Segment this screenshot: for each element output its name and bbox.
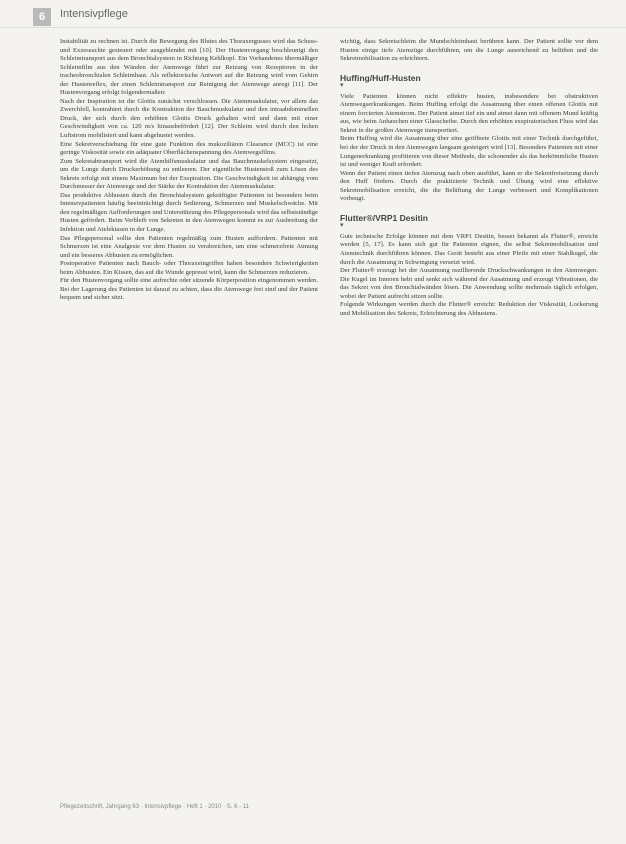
right-column xyxy=(340,38,598,318)
right-paragraph-7: Folgende Wirkungen werden durch die Flutter® erreicht: Reduktion der Viskosität, Lockerung und Mobilisation des Sekrets, Erleichterung des Abhustens. xyxy=(340,301,598,317)
right-paragraph-3: Beim Huffing wird die Ausatmung über eine geöffnete Glottis mit einer Technik durchgeführt, bei der der Druck in den Atemwegen langsam gesteigert wird [13]. Besonders Patienten mit einer Lungenerkrankung profitieren von dieser Methode, die schonender als das herkömmliche Husten ist und weniger Kraft erfordert. xyxy=(340,135,598,169)
left-paragraph-8: Für den Hustenvorgang sollte eine aufrechte oder sitzende Körperposition eingenommen werden. Bei der Lagerung des Patienten ist darauf zu achten, dass die Atemwege frei sind und der Patient bequem und sicher sitzt. xyxy=(60,277,318,302)
heading-huffing: Huffing/Huff-Husten xyxy=(340,72,421,83)
right-paragraph-1: wichtig, dass Sekretschleim die Mundschleimhaut berühren kann. Der Patient sollte vor dem Husten einige tiefe Atemzüge durchführen, um die Lunge ausreichend zu belüften und die Sekretmobilisation zu erleichtern. xyxy=(340,38,598,63)
left-paragraph-4: Zum Sekretabtransport wird die Atemhilfsmuskulatur und das Bauchmuskelsystem eingesetzt, um die Lunge durch Druckerhöhung zu entleeren. Der eigentliche Hustenstoß zum Lösen des Sekrets erfolgt mit einem Maximum bei der Exspiration. Die Geschwindigkeit ist abhängig vom Durchmesser der Atemwege und der Stärke der Kontraktion der Atemmuskulatur. xyxy=(60,157,318,191)
heading-marker-icon: ▾ xyxy=(340,82,344,90)
left-paragraph-6: Das Pflegepersonal sollte den Patienten regelmäßig zum Husten auffordern. Patienten mit Schmerzen ist eine Analgesie vor dem Husten zu verabreichen, um eine schmerzfreie Atmung und ein besseres Abhusten zu ermöglichen. xyxy=(60,234,318,259)
left-paragraph-7: Postoperative Patienten nach Bauch- oder Thoraxeingriffen haben besondere Schwierigkeiten beim Abhusten. Ein Kissen, das auf die Wunde gepresst wird, kann die Schmerzen reduzieren. xyxy=(60,260,318,276)
right-paragraph-2: Viele Patienten können nicht effektiv husten, insbesondere bei obstruktiven Atemwegserkrankungen. Beim Huffing erfolgt die Ausatmung über einen offenen Glottis mit einem forcierten Atemstrom. Der Patient atmet tief ein und atmet dann mit offenem Mund kräftig aus, wie beim Anhauchen einer Glasscheibe. Durch den erhöhten exspiratorischen Fluss wird das Sekret in die großen Atemwege transportiert. xyxy=(340,92,598,134)
section-label: Intensivpflege xyxy=(60,8,128,20)
page-number: 6 xyxy=(33,8,51,26)
page-footer: Pflegezeitschrift, Jahrgang 63 · Intensivpflege · Heft 1 · 2010 · S. 6 - 11 xyxy=(60,804,249,810)
left-paragraph-3: Eine Sekretverschiebung für eine gute Funktion des mukoziliären Clearance (MCC) ist eine geringe Viskosität sowie ein adäquater Oberflächenspannung des Atemwegsfilms. xyxy=(60,140,318,157)
left-column xyxy=(60,38,318,303)
left-paragraph-2: Nach der Inspiration ist die Glottis zunächst verschlossen. Die Atemmuskulatur, vor allem das Zwerchfell, kontrahiert durch die Kontraktion der Bauchmuskulatur und den intraabdominellen Druck, der sich durch den erhöhten Glottis Druck gehalten wird und dann mit einer Geschwindigkeit von ca. 120 m/s hinausbefördert [12]. Der Schleim wird durch den hohen Luftstrom mobilisiert und kann abgehustet werden. xyxy=(60,97,318,140)
right-paragraph-6: Der Flutter® erzeugt bei der Ausatmung oszillierende Druckschwankungen in den Atemwegen. Die Kugel im Inneren hebt und senkt sich während der Ausatmung und erzeugt Vibrationen, die das Sekret von den Bronchialwänden lösen. Die Anwendung sollte mehrmals täglich erfolgen, wobei der Patient aufrecht sitzen sollte. xyxy=(340,267,598,300)
heading-flutter: Flutter®/VRP1 Desitin xyxy=(340,212,428,223)
heading-marker-icon: ▾ xyxy=(340,222,344,230)
page-header xyxy=(0,0,626,26)
right-paragraph-4: Wenn der Patient einen tiefen Atemzug nach oben ausführt, kann er die Sekretfreisetzung durch den Huff fördern. Durch die praktizierte Technik und Übung wird eine effektive Sekretmobilisation erreicht, die die Belüftung der Lunge verbessert und Komplikationen vorbeugt. xyxy=(340,169,598,203)
left-paragraph-5: Das produktive Abhusten durch die Bronchialsystem gekräftigter Patienten ist besonders beim Intensivpatienten häufig beeinträchtigt durch Sedierung, Schmerzen und Muskelschwäche. Mit den regelmäßigen Aufforderungen und Unterstützung des Pflegepersonals wird das selbstständige Husten gefördert. Beim Verbleib von Sekreten in den Atemwegen kommt es zur Ausbreitung der Infektion und Atelektasen in der Lunge. xyxy=(60,191,318,234)
header-divider xyxy=(0,27,626,28)
right-paragraph-5: Gute technische Erfolge können mit dem VRP1 Desitin, besser bekannt als Flutter®, erreicht werden [5, 17]. Es kann sich gut für Patienten eignen, die selbst Sekretmobilisation und Atemtechnik durchführen können. Das Gerät besteht aus einer Pfeife mit einer Stahlkugel, die durch die Ausatmung in Schwingung versetzt wird. xyxy=(340,232,598,266)
left-paragraph-1: Instabilität zu rechnen ist. Durch die Bewegung des Blutes des Thoraxergusses wird das Schuss- und Exzessuchte gesteuert oder ausgeblendet mit [10]. Der Hustenvorgang beschleunigt den Schleimtransport aus dem Bronchialsystem in Richtung Kehlkopf. Ein Vorhandenes übermäßiger Schleimfilm aus den Wänden der Atemwege führt zur Reizung von Rezeptoren in der tracheobronchialen Schleimhaut. Als reflektorische Antwort auf die Reizung wird vom Gehirn der Hustenreflex, der einen Schleimtransport zur Reinigung der Atemwege anregt [11]. Der Hustenvorgang erfolgt folgendermaßen: xyxy=(60,38,318,97)
